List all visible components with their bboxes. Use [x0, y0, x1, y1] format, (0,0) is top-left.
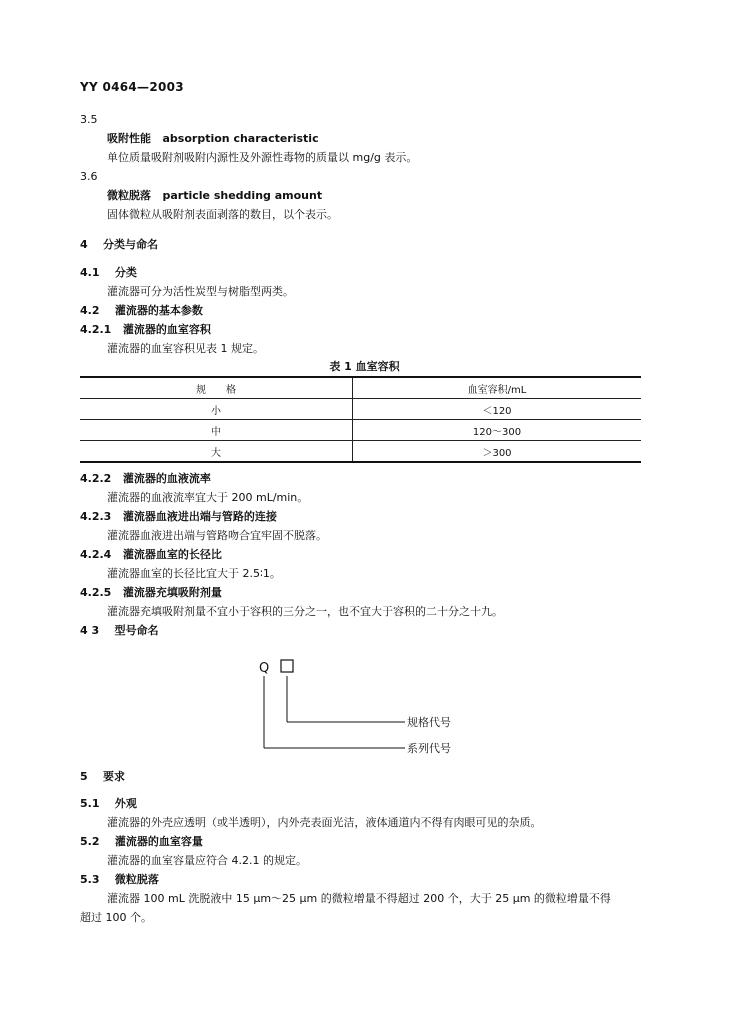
spec-code-box: [281, 660, 293, 672]
clause-number: 4.2.1: [80, 323, 112, 336]
spec-cell: 小: [80, 399, 353, 420]
term-chinese: 微粒脱落: [107, 189, 151, 202]
clause-title: 灌流器的基本参数: [114, 304, 203, 317]
clause-4-1-heading: [80, 266, 137, 280]
spec-code-label: 规格代号: [407, 716, 451, 729]
model-naming-diagram: [255, 654, 485, 764]
term-chinese: 吸附性能: [107, 132, 151, 145]
column-header-volume: 血室容积/mL: [353, 377, 642, 399]
clause-5-2-text: 灌流器的血室容量应符合 4.2.1 的规定。: [107, 854, 307, 867]
spec-cell: 中: [80, 420, 353, 441]
section-number: 4: [80, 238, 88, 251]
clause-title: 灌流器的血液流率: [122, 472, 211, 485]
clause-5-1-text: 灌流器的外壳应透明（或半透明），内外壳表面光洁，液体通道内不得有肉眼可见的杂质。: [107, 816, 542, 829]
clause-4-2-5-heading: [80, 586, 222, 600]
clause-4-2-heading: [80, 304, 203, 318]
clause-4-2-3-text: 灌流器血液进出端与管路吻合宜牢固不脱落。: [107, 529, 327, 542]
clause-4-2-1-text: 灌流器的血室容积见表 1 规定。: [107, 342, 264, 355]
series-letter: Q: [259, 661, 270, 676]
clause-number: 5.2: [80, 835, 100, 848]
clause-3-5-number: 3.5: [80, 113, 98, 126]
clause-4-2-2-heading: [80, 472, 211, 486]
term-english: absorption characteristic: [162, 132, 319, 145]
clause-5-1-heading: [80, 797, 137, 811]
clause-number: 4.2: [80, 304, 100, 317]
clause-number: 4.2.5: [80, 586, 112, 599]
clause-number: 5.3: [80, 873, 100, 886]
spec-cell: 大: [80, 441, 353, 463]
clause-number: 4.1: [80, 266, 100, 279]
table-1-caption: 表 1 血室容积: [329, 360, 400, 373]
clause-5-3-text-line-1: 灌流器 100 mL 洗脱液中 15 μm～25 μm 的微粒增量不得超过 200 个，大于 25 μm 的微粒增量不得: [107, 892, 611, 905]
table-row: [80, 420, 641, 441]
clause-title: 灌流器血液进出端与管路的连接: [122, 510, 277, 523]
clause-3-6-number: 3.6: [80, 170, 98, 183]
clause-3-5-definition: 单位质量吸附剂吸附内源性及外源性毒物的质量以 mg/g 表示。: [107, 151, 418, 164]
clause-number: 5.1: [80, 797, 100, 810]
clause-4-2-1-heading: [80, 323, 211, 337]
table-row: [80, 399, 641, 420]
clause-number: 4.2.2: [80, 472, 112, 485]
clause-title: 型号命名: [114, 624, 159, 637]
section-4-heading: [80, 238, 158, 252]
clause-title: 微粒脱落: [114, 873, 159, 886]
clause-4-2-4-text: 灌流器血室的长径比宜大于 2.5∶1。: [107, 567, 281, 580]
clause-title: 外观: [114, 797, 137, 810]
clause-5-3-text-line-2: 超过 100 个。: [80, 911, 152, 924]
clause-title: 灌流器血室的长径比: [122, 548, 222, 561]
column-header-spec: 规 格: [80, 377, 353, 399]
clause-4-2-2-text: 灌流器的血液流率宜大于 200 mL/min。: [107, 491, 309, 504]
table-header-row: [80, 377, 641, 399]
clause-5-2-heading: [80, 835, 203, 849]
clause-4-3-heading: [80, 624, 158, 638]
clause-4-2-5-text: 灌流器充填吸附剂量不宜小于容积的三分之一，也不宜大于容积的二十分之十九。: [107, 605, 503, 618]
clause-number: 4.2.3: [80, 510, 112, 523]
volume-cell: ＜120: [353, 399, 642, 420]
clause-4-1-text: 灌流器可分为活性炭型与树脂型两类。: [107, 285, 294, 298]
clause-title: 灌流器的血室容积: [122, 323, 211, 336]
blood-volume-table: [80, 376, 641, 463]
clause-title: 灌流器的血室容量: [114, 835, 203, 848]
volume-cell: ＞300: [353, 441, 642, 463]
term-english: particle shedding amount: [162, 189, 323, 202]
volume-cell: 120～300: [353, 420, 642, 441]
running-header: YY 0464—2003: [80, 80, 184, 94]
clause-3-6-term: [107, 189, 322, 203]
section-number: 5: [80, 770, 88, 783]
clause-5-3-heading: [80, 873, 159, 887]
clause-title: 分类: [114, 266, 137, 279]
clause-title: 灌流器充填吸附剂量: [122, 586, 222, 599]
clause-3-5-term: [107, 132, 319, 146]
clause-4-2-4-heading: [80, 548, 222, 562]
series-code-label: 系列代号: [407, 742, 451, 755]
section-title: 要求: [102, 770, 125, 783]
clause-3-6-definition: 固体微粒从吸附剂表面剥落的数目，以个表示。: [107, 208, 338, 221]
section-title: 分类与命名: [102, 238, 158, 251]
clause-number: 4.2.4: [80, 548, 112, 561]
clause-4-2-3-heading: [80, 510, 277, 524]
section-5-heading: [80, 770, 125, 784]
clause-number: 4 3: [80, 624, 100, 637]
table-row: [80, 441, 641, 463]
